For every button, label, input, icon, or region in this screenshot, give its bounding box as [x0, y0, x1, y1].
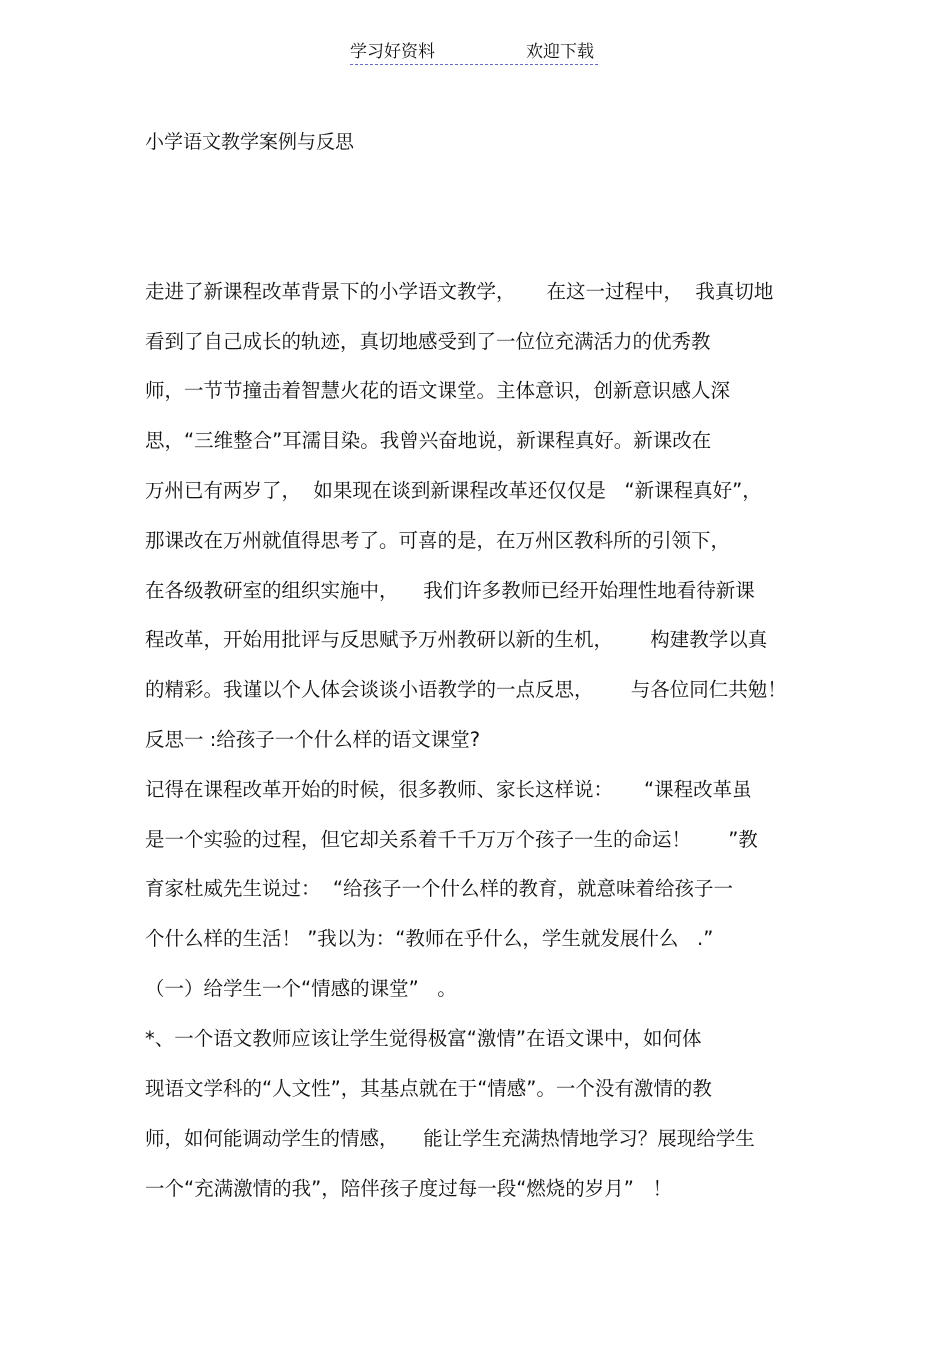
body-line: 个什么样的生活！ ”我以为：“教师在乎什么，学生就发展什么 .”	[145, 927, 714, 950]
body-line: 的精彩。我谨以个人体会谈谈小语教学的一点反思， 与各位同仁共勉！	[145, 678, 787, 701]
body-line: 现语文学科的“人文性”，其基点就在于“情感”。一个没有激情的教	[145, 1077, 712, 1100]
body-line: 一个“充满激情的我”，陪伴孩子度过每一段“燃烧的岁月” ！	[145, 1177, 673, 1200]
body-line: *、一个语文教师应该让学生觉得极富“激情”在语文课中，如何体	[145, 1027, 702, 1050]
body-line: 程改革，开始用批评与反思赋予万州教研以新的生机， 构建教学以真	[145, 628, 768, 651]
body-line: 师，一节节撞击着智慧火花的语文课堂。主体意识，创新意识感人深	[145, 379, 731, 402]
section-heading: 反思一 :给孩子一个什么样的语文课堂?	[145, 728, 481, 751]
header-left-text: 学习好资料	[350, 42, 435, 62]
body-line: 育家杜威先生说过： “给孩子一个什么样的教育，就意味着给孩子一	[145, 877, 733, 900]
header-right-text: 欢迎下载	[526, 42, 594, 62]
body-line: 那课改在万州就值得思考了。可喜的是，在万州区教科所的引领下，	[145, 529, 731, 552]
body-line: 记得在课程改革开始的时候，很多教师、家长这样说： “课程改革虽	[145, 778, 752, 801]
body-line: 万州已有两岁了， 如果现在谈到新课程改革还仅仅是 “新课程真好”，	[145, 479, 762, 502]
body-line: 走进了新课程改革背景下的小学语文教学， 在这一过程中， 我真切地	[145, 280, 774, 303]
body-line: 是一个实验的过程，但它却关系着千千万万个孩子一生的命运！ ”教	[145, 828, 758, 851]
subsection-heading: （一）给学生一个“情感的课堂” 。	[145, 977, 457, 1000]
document-title: 小学语文教学案例与反思	[145, 131, 355, 153]
body-line: 看到了自己成长的轨迹，真切地感受到了一位位充满活力的优秀教	[145, 330, 711, 353]
page-header	[350, 40, 598, 65]
body-line: 师，如何能调动学生的情感， 能让学生充满热情地学习？展现给学生	[145, 1127, 755, 1150]
body-line: 在各级教研室的组织实施中， 我们许多教师已经开始理性地看待新课	[145, 579, 755, 602]
body-line: 思，“三维整合”耳濡目染。我曾兴奋地说，新课程真好。新课改在	[145, 429, 712, 452]
